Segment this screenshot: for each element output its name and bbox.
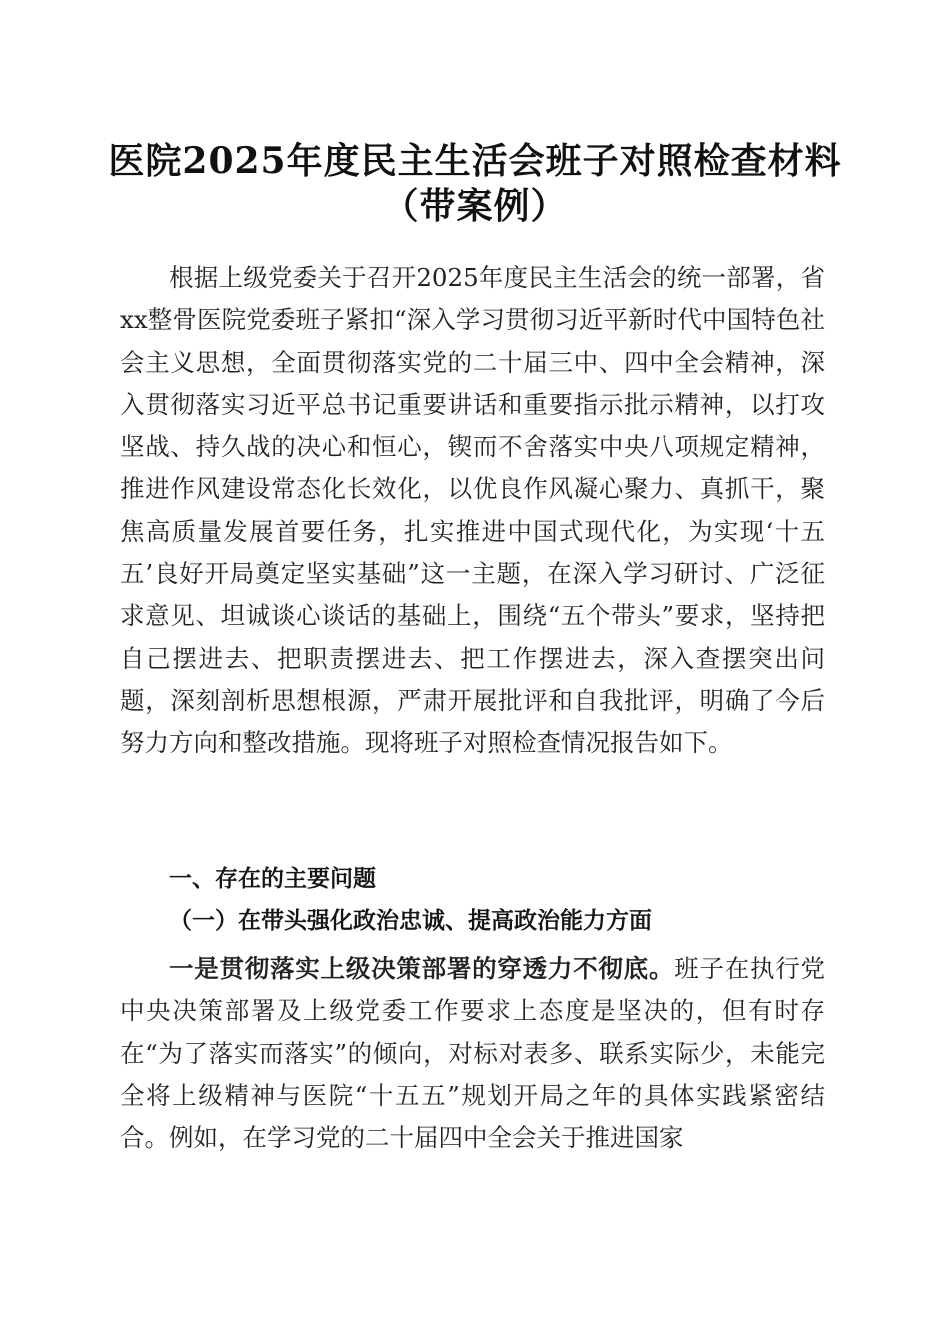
section-headings xyxy=(120,858,825,942)
document-title: 医院2025年度民主生活会班子对照检查材料 xyxy=(108,140,842,182)
document-body xyxy=(120,257,825,765)
point-1-block xyxy=(120,948,825,1159)
intro-paragraph: 根据上级党委关于召开2025年度民主生活会的统一部署，省xx整骨医院党委班子紧扣“深入学习贯彻习近平新时代中国特色社会主义思想，全面贯彻落实党的二十届三中、四中全会精神，深入贯彻落实习近平总书记重要讲话和重要指示批示精神，以打攻坚战、持久战的决心和恒心，锲而不舍落实中央八项规定精神，推进作风建设常态化长效化，以优良作风凝心聚力、真抓干，聚焦高质量发展首要任务，扎实推进中国式现代化，为实现‘十五五’良好开局奠定坚实基础”这一主题，在深入学习研讨、广泛征求意见、坦诚谈心谈话的基础上，围绕“五个带头”要求，坚持把自己摆进去、把职责摆进去、把工作摆进去，深入查摆突出问题，深刻剖析思想根源，严肃开展批评和自我批评，明确了今后努力方向和整改措施。现将班子对照检查情况报告如下。 xyxy=(120,263,825,758)
document-subtitle: （带案例） xyxy=(382,185,568,227)
section-heading: 一、存在的主要问题 xyxy=(169,866,376,892)
point-1-text: 班子在执行党中央决策部署及上级党委工作要求上态度是坚决的，但有时存在“为了落实而落实”的倾向，对标对表多、联系实际少，未能完全将上级精神与医院“十五五”规划开局之年的具体实践紧密结合。例如，在学习党的二十届四中全会关于推进国家 xyxy=(120,954,826,1153)
point-1-lead: 一是贯彻落实上级决策部署的穿透力不彻底。 xyxy=(169,954,675,983)
subsection-heading: （一）在带头强化政治忠诚、提高政治能力方面 xyxy=(169,907,652,934)
point-1-paragraph xyxy=(120,948,825,1159)
